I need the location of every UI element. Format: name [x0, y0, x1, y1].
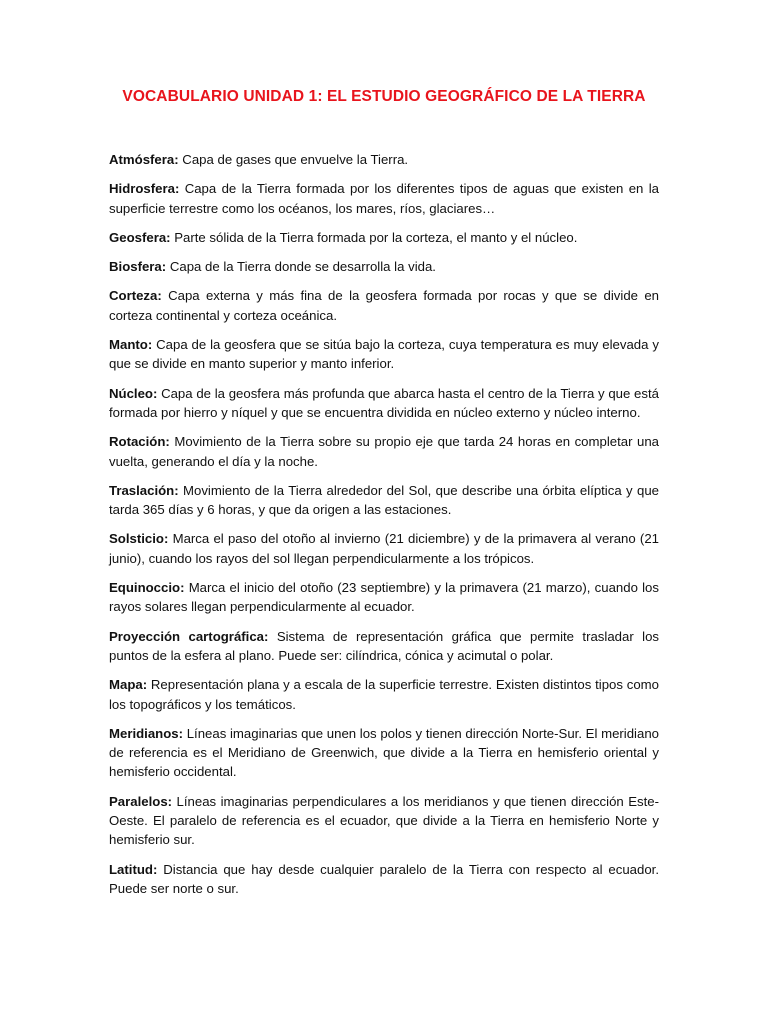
entry-term: Rotación:	[109, 434, 170, 450]
entry-term: Manto:	[109, 337, 153, 353]
entry-definition: Capa de gases que envuelve la Tierra.	[182, 152, 409, 167]
vocabulary-entry-latitud	[109, 860, 659, 899]
entry-term: Meridianos:	[109, 725, 184, 741]
vocabulary-entry-atmosfera	[109, 150, 659, 169]
vocabulary-entry-hidrosfera	[109, 179, 659, 218]
entry-term: Atmósfera:	[109, 152, 179, 167]
entry-term: Proyección cartográfica:	[109, 628, 269, 644]
entry-term: Hidrosfera:	[109, 181, 180, 197]
entry-term: Equinoccio:	[109, 580, 185, 596]
entry-definition: Movimiento de la Tierra sobre su propio eje que tarda 24 horas en completar una vuelta, generando el día y la noche.	[109, 434, 659, 469]
vocabulary-entry-paralelos	[109, 792, 659, 850]
entry-term: Geosfera:	[109, 229, 171, 245]
entry-definition: Marca el paso del otoño al invierno (21 diciembre) y de la primavera al verano (21 junio), cuando los rayos del sol llegan perpendicularmente a los trópicos.	[109, 531, 659, 566]
vocabulary-entry-traslacion	[109, 481, 659, 520]
entry-definition: Capa externa y más fina de la geosfera formada por rocas y que se divide en corteza continental y corteza oceánica.	[109, 288, 659, 323]
entry-definition: Capa de la geosfera más profunda que abarca hasta el centro de la Tierra y que está formada por hierro y níquel y que se encuentra dividida en núcleo externo y núcleo interno.	[109, 385, 659, 420]
entry-term: Mapa:	[109, 677, 148, 693]
entry-definition: Distancia que hay desde cualquier paralelo de la Tierra con respecto al ecuador. Puede ser norte o sur.	[109, 861, 659, 896]
entry-term: Biosfera:	[109, 259, 167, 275]
entry-term: Latitud:	[109, 861, 158, 877]
vocabulary-entry-proyeccion-cartografica	[109, 627, 659, 666]
vocabulary-entry-manto	[109, 335, 659, 374]
vocabulary-entry-rotacion	[109, 432, 659, 471]
vocabulary-entry-mapa	[109, 675, 659, 714]
entry-definition: Movimiento de la Tierra alrededor del Sol, que describe una órbita elíptica y que tarda 365 días y 6 horas, y que da origen a las estaciones.	[109, 482, 659, 518]
vocabulary-entry-corteza	[109, 286, 659, 325]
entry-definition: Parte sólida de la Tierra formada por la corteza, el manto y el núcleo.	[174, 229, 578, 245]
entry-definition: Representación plana y a escala de la superficie terrestre. Existen distintos tipos como los topográficos y los temáticos.	[109, 677, 659, 712]
vocabulary-entry-geosfera	[109, 228, 659, 247]
document-title: VOCABULARIO UNIDAD 1: EL ESTUDIO GEOGRÁFICO DE LA TIERRA	[122, 88, 646, 105]
entry-term: Paralelos:	[109, 793, 173, 809]
entry-definition: Marca el inicio del otoño (23 septiembre) y la primavera (21 marzo), cuando los rayos solares llegan perpendicularmente al ecuador.	[109, 580, 659, 615]
entry-definition: Capa de la geosfera que se sitúa bajo la corteza, cuya temperatura es muy elevada y que se divide en manto superior y manto inferior.	[109, 337, 659, 372]
entry-definition: Líneas imaginarias que unen los polos y tienen dirección Norte-Sur. El meridiano de referencia es el Meridiano de Greenwich, que divide a la Tierra en hemisferio oriental y hemisferio occidental.	[109, 725, 659, 780]
vocabulary-entry-equinoccio	[109, 578, 659, 617]
entry-definition: Capa de la Tierra formada por los diferentes tipos de aguas que existen en la superficie terrestre como los océanos, los mares, ríos, glaciares…	[109, 181, 659, 216]
entry-term: Traslación:	[109, 482, 179, 498]
vocabulary-entry-solsticio	[109, 529, 659, 568]
vocabulary-entry-meridianos	[109, 724, 659, 782]
entry-definition: Sistema de representación gráfica que permite trasladar los puntos de la esfera al plano. Puede ser: cilíndrica, cónica y acimutal o polar.	[109, 628, 659, 663]
vocabulary-list	[109, 150, 659, 898]
entry-definition: Capa de la Tierra donde se desarrolla la vida.	[169, 259, 436, 275]
entry-term: Solsticio:	[109, 531, 169, 547]
entry-term: Corteza:	[109, 288, 162, 304]
vocabulary-entry-biosfera	[109, 257, 659, 276]
vocabulary-entry-nucleo	[109, 384, 659, 423]
entry-term: Núcleo:	[109, 385, 158, 401]
entry-definition: Líneas imaginarias perpendiculares a los meridianos y que tienen dirección Este-Oeste. El paralelo de referencia es el ecuador, que divide a la Tierra en hemisferio Norte y hemisferio sur.	[109, 793, 659, 848]
